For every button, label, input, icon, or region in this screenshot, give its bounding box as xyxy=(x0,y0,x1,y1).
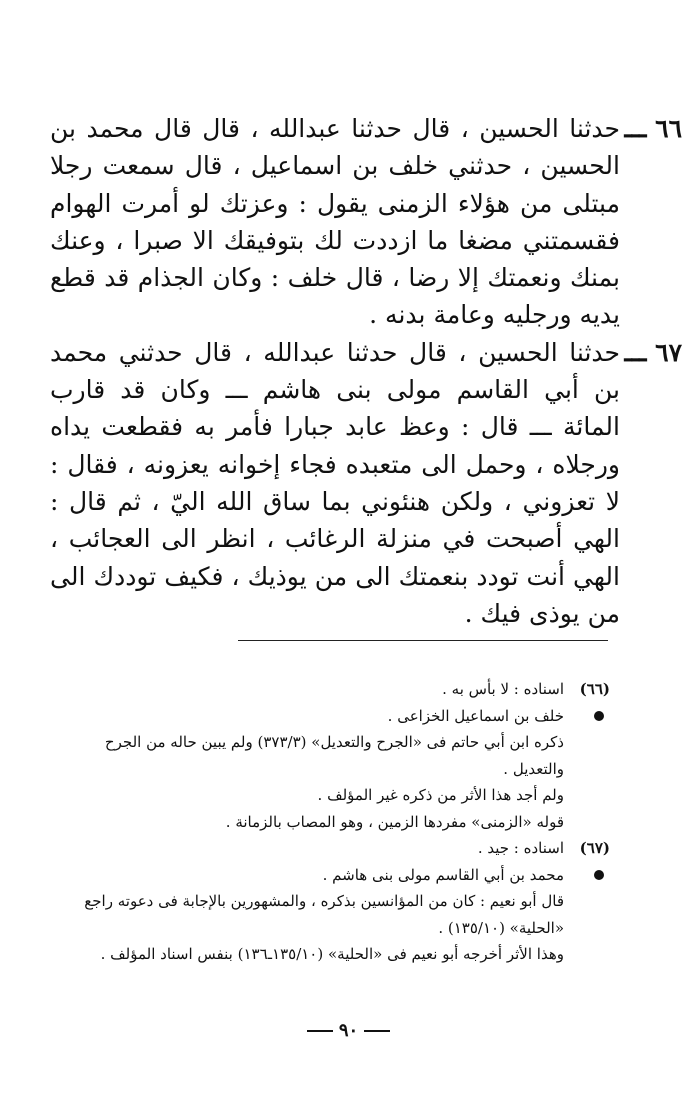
footnote-line: ولم أجد هذا الأثر من ذكره غير المؤلف . xyxy=(317,786,564,804)
paragraph-number: ٦٧ ـــ xyxy=(624,337,682,367)
main-text xyxy=(50,110,682,632)
footnotes xyxy=(80,676,610,968)
page-number-value: ٩٠ xyxy=(338,1020,359,1041)
footnote-text: اسناده : جيد . xyxy=(477,839,564,857)
footnote-66-isnad xyxy=(80,676,610,703)
page-number xyxy=(0,1020,697,1041)
footnote-text: خلف بن اسماعيل الخزاعى . xyxy=(387,706,564,725)
footnote-line: ذكره ابن أبي حاتم فى «الجرح والتعديل» (٣٧٣/٣) ولم يبين حاله من الجرح والتعديل . xyxy=(104,733,564,778)
paragraph-text: حدثنا الحسين ، قال حدثنا عبدالله ، قال قال محمد بن الحسين ، حدثني خلف بن اسماعيل ، قال سمعت رجلا مبتلى من هؤلاء الزمنى يقول : وعزتك لو أمرت الهوام فقسمتني مضغا ما ازددت لك بتوفيقك الا صبرا ، وعنك بمنك ونعمتك إلا رضا ، قال خلف : وكان الجذام قد قطع يديه ورجليه وعامة بدنه . xyxy=(50,114,620,330)
footnote-number: (٦٧) xyxy=(579,839,610,857)
footnote-number: (٦٦) xyxy=(579,680,610,698)
paragraph-number: ٦٦ ـــ xyxy=(624,114,682,143)
bullet-icon xyxy=(594,711,604,721)
footnote-text: اسناده : لا بأس به . xyxy=(442,680,564,698)
dash-decoration xyxy=(364,1030,390,1032)
footnote-line: قوله «الزمنى» مفردها الزمين ، وهو المصاب بالزمانة . xyxy=(225,812,564,831)
footnote-66-narrator xyxy=(80,703,610,730)
bullet-icon xyxy=(594,870,604,880)
paragraph-text: حدثنا الحسين ، قال حدثنا عبدالله ، قال حدثني محمد بن أبي القاسم مولى بنى هاشم ـــ وكان قد قارب المائة ـــ قال : وعظ عابد جبارا فأمر به فقطعت يداه ورجلاه ، وحمل الى متعبده فجاء إخوانه يعزونه ، فقال : لا تعزوني ، ولكن هنئوني بما ساق الله اليّ ، ثم قال : الهي أصبحت في منزلة الرغائب ، انظر الى العجائب ، الهي أنت تودد بنعمتك الى من يوذيك ، فكيف توددك الى من يوذى فيك . xyxy=(50,337,620,628)
paragraph-67 xyxy=(50,334,682,632)
dash-decoration xyxy=(307,1030,333,1032)
footnote-67-narrator xyxy=(80,862,610,889)
paragraph-66 xyxy=(50,110,682,334)
footnote-text: محمد بن أبي القاسم مولى بنى هاشم . xyxy=(322,865,564,884)
footnote-67-isnad xyxy=(80,835,610,862)
footnote-line: قال أبو نعيم : كان من المؤانسين بذكره ، والمشهورين بالإجابة فى دعوته راجع «الحلية» (١٣٥/١٠) . xyxy=(84,892,564,937)
footnote-divider xyxy=(238,640,608,641)
footnote-line: وهذا الأثر أخرجه أبو نعيم فى «الحلية» (١٣٥/١٠ـ١٣٦) بنفس اسناد المؤلف . xyxy=(100,945,564,963)
